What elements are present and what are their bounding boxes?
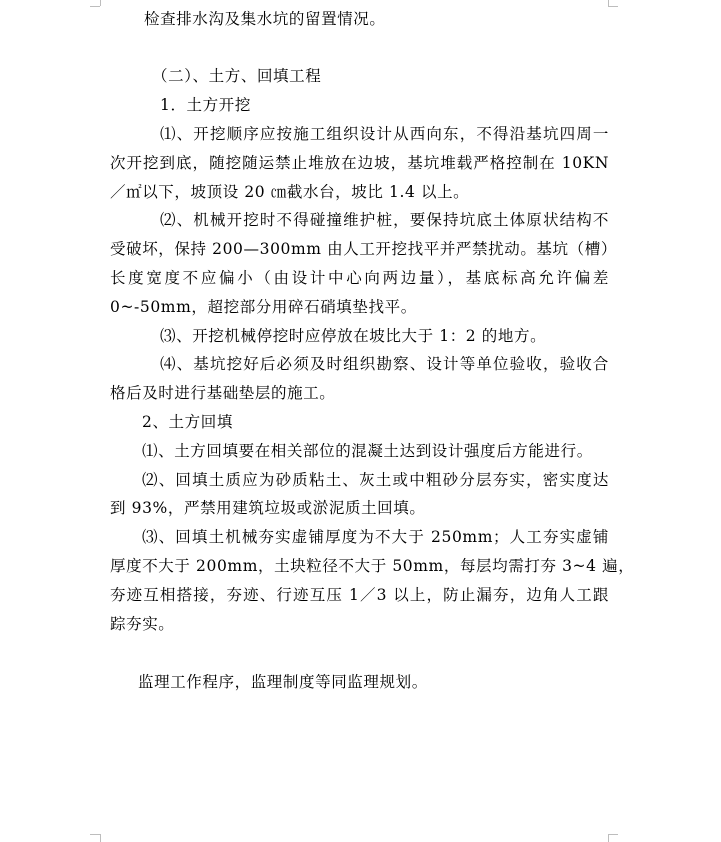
crop-mark-bottom-left-horizontal — [90, 834, 100, 835]
paragraph-line: ⑴、开挖顺序应按施工组织设计从西向东，不得沿基坑四周一 — [160, 125, 609, 143]
paragraph-line: ⑵、机械开挖时不得碰撞维护桩，要保持坑底土体原状结构不 — [160, 211, 609, 229]
paragraph-line: 监理工作程序，监理制度等同监理规划。 — [138, 673, 428, 691]
paragraph-line: 格后及时进行基础垫层的施工。 — [110, 384, 336, 402]
paragraph-line: ／㎡以下，坡顶设 20 ㎝截水台，坡比 1.4 以上。 — [110, 183, 470, 201]
crop-mark-top-left-horizontal — [90, 6, 100, 7]
crop-mark-bottom-right — [608, 834, 619, 842]
paragraph-line: 长度宽度不应偏小（由设计中心向两边量），基底标高允许偏差 — [110, 269, 609, 287]
paragraph-line: 到 93%，严禁用建筑垃圾或淤泥质土回填。 — [110, 499, 426, 517]
paragraph-line: 检查排水沟及集水坑的留置情况。 — [144, 10, 386, 28]
subsection-heading: 2、土方回填 — [142, 413, 233, 431]
crop-mark-top-right-horizontal — [608, 6, 618, 7]
crop-mark-bottom-right-horizontal — [608, 834, 618, 835]
paragraph-line: 踪夯实。 — [110, 615, 175, 633]
paragraph-line: 受破坏，保持 200—300mm 由人工开挖找平并严禁扰动。基坑（槽） — [110, 240, 617, 258]
paragraph-line: ⑶、回填土机械夯实虚铺厚度为不大于 250mm；人工夯实虚铺 — [142, 528, 609, 546]
paragraph-line: 次开挖到底，随挖随运禁止堆放在边坡，基坑堆载严格控制在 10KN — [110, 154, 609, 172]
paragraph-line: ⑶、开挖机械停挖时应停放在坡比大于 1：2 的地方。 — [160, 327, 547, 345]
paragraph-line: ⑵、回填土质应为砂质粘土、灰土或中粗砂分层夯实，密实度达 — [142, 471, 609, 489]
paragraph-line: ⑷、基坑挖好后必须及时组织勘察、设计等单位验收，验收合 — [160, 355, 609, 373]
paragraph-line: 0~-50mm，超挖部分用碎石硝填垫找平。 — [110, 298, 417, 316]
paragraph-line: 夯迹互相搭接，夯迹、行迹互压 1／3 以上，防止漏夯，边角人工跟 — [110, 586, 609, 604]
crop-mark-top-left — [100, 0, 111, 6]
section-heading: （二）、土方、回填工程 — [152, 67, 322, 85]
paragraph-line: ⑴、土方回填要在相关部位的混凝土达到设计强度后方能进行。 — [142, 442, 593, 460]
paragraph-line: 厚度不大于 200mm，土块粒径不大于 50mm，每层均需打夯 3~4 遍， — [110, 557, 635, 575]
crop-mark-bottom-left — [100, 834, 111, 842]
subsection-heading: 1．土方开挖 — [160, 96, 251, 114]
